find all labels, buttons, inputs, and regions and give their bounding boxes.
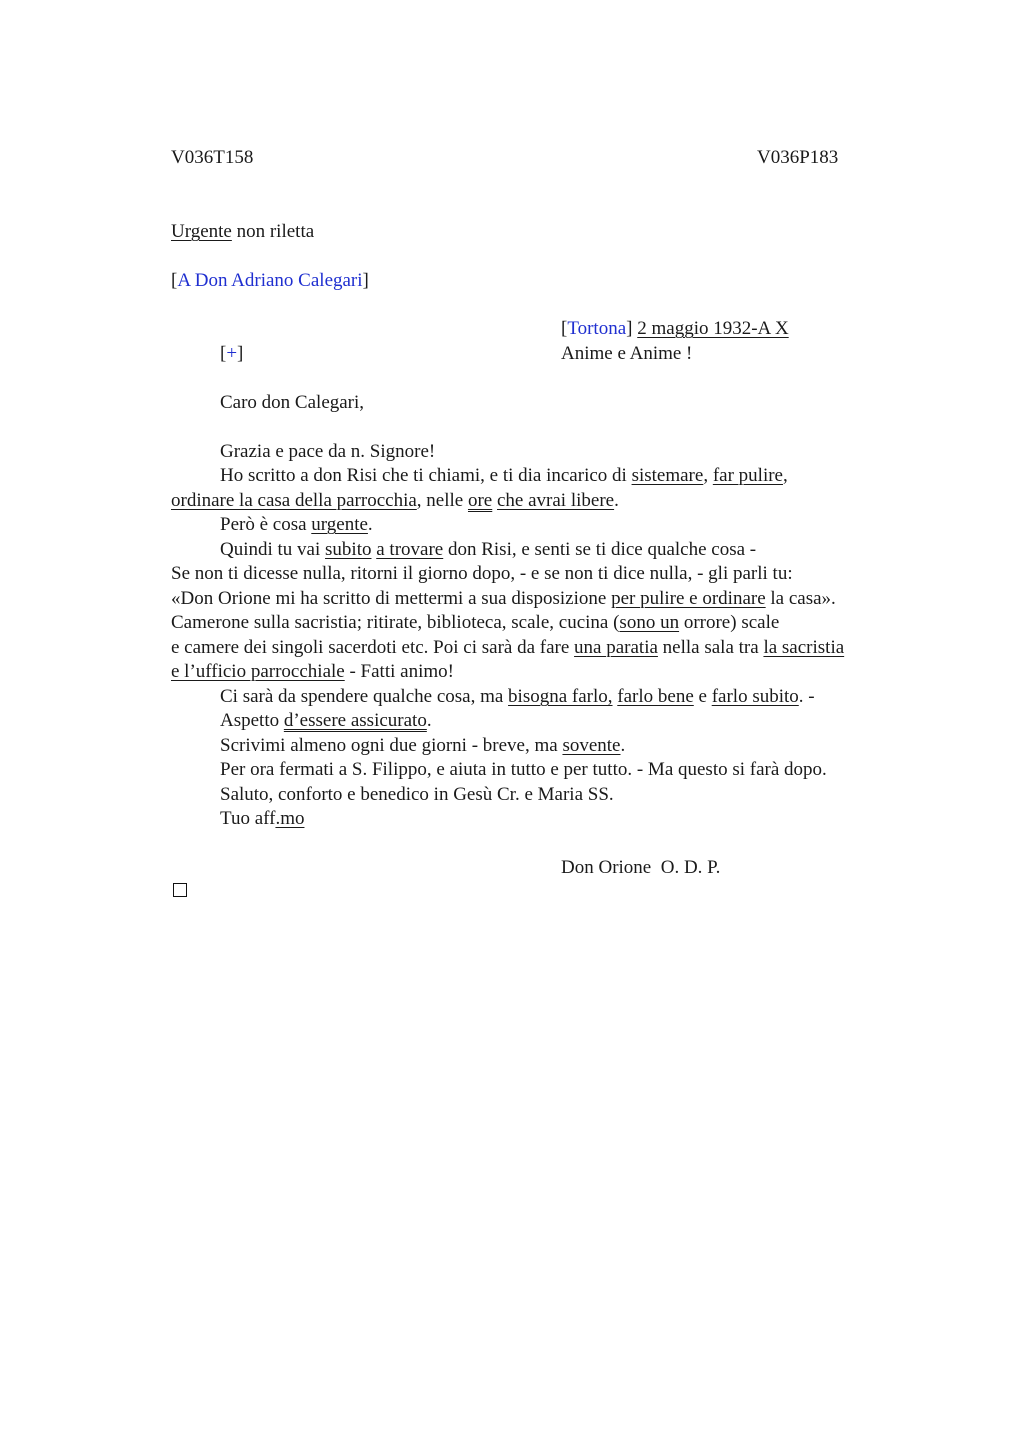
recipient-name: A Don Adriano Calegari xyxy=(177,270,363,291)
letter-date: 2 maggio 1932-A X xyxy=(637,318,789,339)
body-line-4: Però è cosa urgente. xyxy=(220,514,373,535)
header-left-code: V036T158 xyxy=(171,147,254,168)
signature: Don Orione O. D. P. xyxy=(561,857,721,878)
cross-icon: + xyxy=(226,343,238,364)
body-line-2: Ho scritto a don Risi che ti chiami, e ti dia incarico di sistemare, far pulire, xyxy=(220,465,788,486)
salutation: Caro don Calegari, xyxy=(220,392,365,413)
body-line-5: Quindi tu vai subito a trovare don Risi, e senti se ti dice qualche cosa - xyxy=(220,539,757,560)
recipient-line: [A Don Adriano Calegari] xyxy=(171,270,369,291)
header-right-code: V036P183 xyxy=(757,147,839,168)
note-line xyxy=(171,221,314,243)
body-line-1: Grazia e pace da n. Signore! xyxy=(220,441,436,462)
urgent-label: Urgente xyxy=(171,221,232,242)
body-line-13: Scrivimi almeno ogni due giorni - breve, ma sovente. xyxy=(220,735,626,756)
body-line-10: e l’ufficio parrocchiale - Fatti animo! xyxy=(171,661,454,682)
end-square-icon xyxy=(173,883,187,897)
motto: Anime e Anime ! xyxy=(561,343,693,364)
body-line-8: Camerone sulla sacristia; ritirate, biblioteca, scale, cucina (sono un orrore) scale xyxy=(171,612,780,633)
body-line-9: e camere dei singoli sacerdoti etc. Poi ci sarà da fare una paratia nella sala tra la sacristia xyxy=(171,637,845,658)
not-reread-label: non riletta xyxy=(231,221,315,242)
body-line-15: Saluto, conforto e benedico in Gesù Cr. e Maria SS. xyxy=(220,784,614,805)
body-line-7: «Don Orione mi ha scritto di mettermi a sua disposizione per pulire e ordinare la casa». xyxy=(171,588,836,609)
body-line-6: Se non ti dicesse nulla, ritorni il giorno dopo, - e se non ti dice nulla, - gli parli tu: xyxy=(171,563,793,584)
body-line-11: Ci sarà da spendere qualche cosa, ma bisogna farlo, farlo bene e farlo subito. - xyxy=(220,686,815,707)
place-name: Tortona xyxy=(567,318,627,339)
body-line-14: Per ora fermati a S. Filippo, e aiuta in tutto e per tutto. - Ma questo si farà dopo. xyxy=(220,759,827,780)
cross-mark: [+] xyxy=(220,343,244,364)
place-date-line: [Tortona] 2 maggio 1932-A X xyxy=(561,318,789,339)
closing-line: Tuo aff.mo xyxy=(220,808,305,829)
body-line-3: ordinare la casa della parrocchia, nelle ore che avrai libere. xyxy=(171,490,619,511)
body-line-12: Aspetto d’essere assicurato. xyxy=(220,710,432,731)
